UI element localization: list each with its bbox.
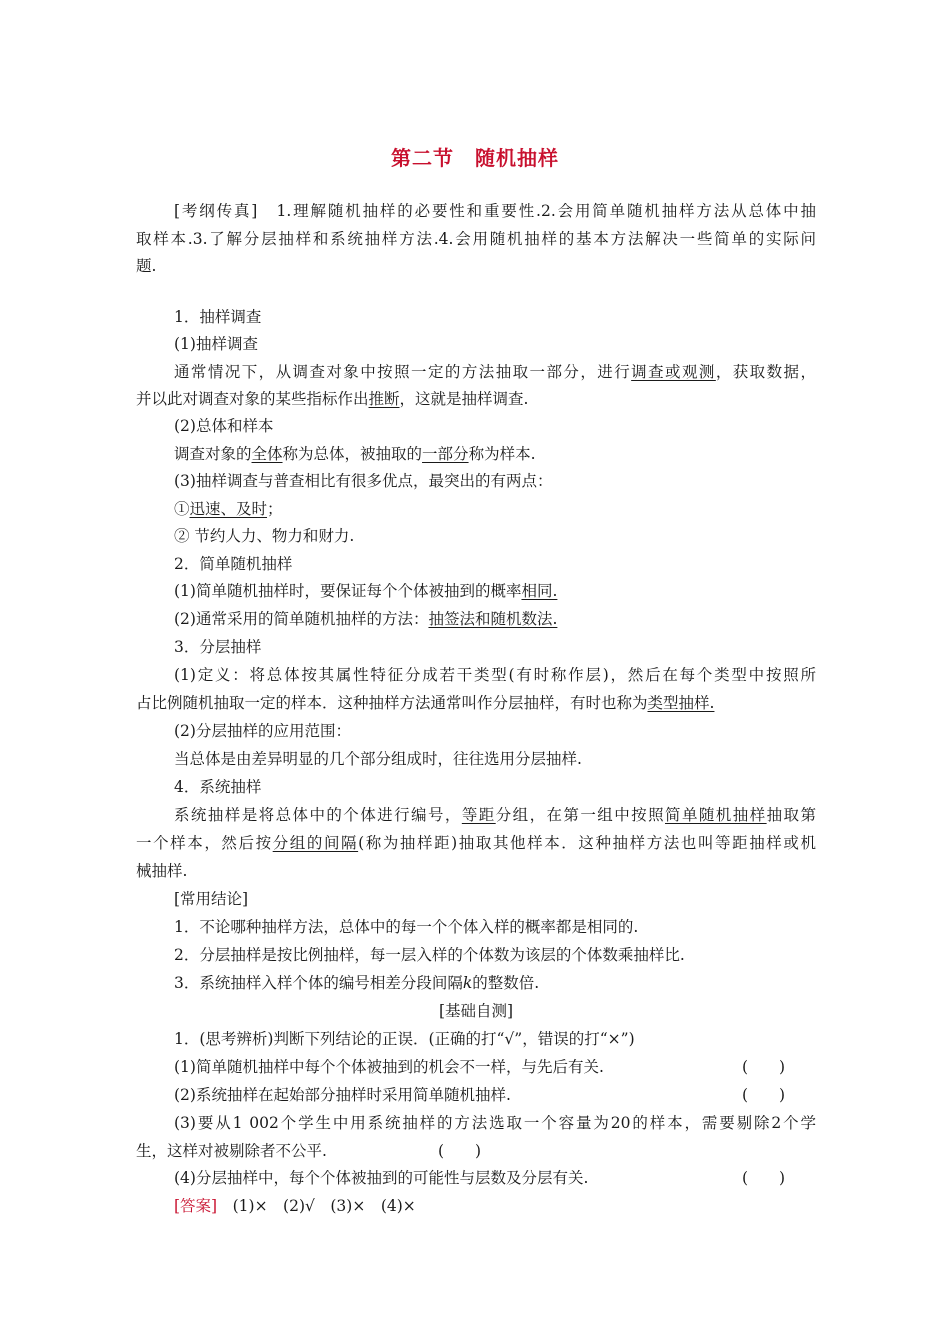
underlined-term: 一部分 [422, 445, 469, 463]
answer-blank: ( ) [438, 1142, 482, 1160]
answer-blank: ( ) [742, 1169, 786, 1187]
answer-blank: ( ) [742, 1058, 786, 1076]
underlined-term: 分组的间隔 [272, 834, 359, 852]
paragraph-line: 调查对象的全体称为总体，被抽取的一部分称为样本. [174, 445, 536, 463]
paragraph-line: 占比例随机抽取一定的样本．这种抽样方法通常叫作分层抽样，有时也称为类型抽样. [136, 694, 715, 712]
section-heading: 3．分层抽样 [174, 638, 262, 656]
underlined-term: 调查或观测 [631, 363, 716, 381]
paragraph-line: 并以此对调查对象的某些指标作出推断，这就是抽样调查. [136, 390, 529, 408]
answer-blank: ( ) [742, 1086, 786, 1104]
answer-line [174, 1196, 416, 1216]
question-item: (4)分层抽样中，每个个体被抽到的可能性与层数及分层有关. [174, 1169, 589, 1187]
underlined-term: 迅速、及时 [189, 500, 268, 518]
variable-k: k [462, 974, 473, 992]
conclusion-item: 2．分层抽样是按比例抽样，每一层入样的个体数为该层的个体数乘抽样比. [174, 946, 685, 964]
paragraph-line: 通常情况下，从调查对象中按照一定的方法抽取一部分，进行调查或观测，获取数据， [174, 363, 816, 381]
bullet-item: ①迅速、及时； [174, 500, 283, 518]
underlined-term: 相同. [521, 582, 558, 600]
subheading: (1)抽样调查 [174, 335, 258, 353]
underlined-term: 等距 [461, 806, 496, 824]
conclusion-item: 1．不论哪种抽样方法，总体中的每一个个体入样的概率都是相同的. [174, 918, 639, 936]
selftest-label: [基础自测] [438, 1002, 514, 1020]
paragraph-line: (1)定义：将总体按其属性特征分成若干类型(有时称作层)，然后在每个类型中按照所 [174, 666, 816, 684]
subheading: (2)分层抽样的应用范围： [174, 722, 351, 740]
conclusion-item: 3．系统抽样入样个体的编号相差分段间隔k的整数倍. [174, 974, 540, 992]
underlined-term: 简单随机抽样 [665, 806, 767, 824]
answer-values: (1)× (2)√ (3)× (4)× [217, 1197, 416, 1215]
section-heading: 1．抽样调查 [174, 308, 262, 326]
question: 1．(思考辨析)判断下列结论的正误．(正确的打“√”，错误的打“×”) [174, 1030, 635, 1048]
underlined-term: 类型抽样. [647, 694, 715, 712]
paragraph-line: 当总体是由差异明显的几个部分组成时，往往选用分层抽样. [174, 750, 582, 768]
subheading: (2)总体和样本 [174, 417, 274, 435]
question-item: (1)简单随机抽样中每个个体被抽到的机会不一样，与先后有关. [174, 1058, 604, 1076]
page-title: 第二节 随机抽样 [391, 146, 559, 170]
intro-line: 题. [136, 257, 157, 275]
question-item: (2)系统抽样在起始部分抽样时采用简单随机抽样. [174, 1086, 511, 1104]
paragraph-line: (2)通常采用的简单随机抽样的方法：抽签法和随机数法. [174, 610, 558, 628]
intro-label: [考纲传真] [174, 202, 258, 220]
paragraph-line: (1)简单随机抽样时，要保证每个个体被抽到的概率相同. [174, 582, 558, 600]
question-item: 生，这样对被剔除者不公平. [136, 1142, 327, 1160]
paragraph-line: 械抽样. [136, 862, 188, 880]
answer-label: [答案] [174, 1197, 218, 1215]
intro-line: 取样本.3.了解分层抽样和系统抽样方法.4.会用随机抽样的基本方法解决一些简单的实际问 [136, 230, 816, 248]
intro-line: [考纲传真] 1.理解随机抽样的必要性和重要性.2.会用简单随机抽样方法从总体中抽 [174, 202, 816, 220]
subheading: (3)抽样调查与普查相比有很多优点，最突出的有两点： [174, 472, 553, 490]
section-heading: 4．系统抽样 [174, 778, 262, 796]
conclusions-label: [常用结论] [174, 890, 249, 908]
paragraph-line: 一个样本，然后按分组的间隔(称为抽样距)抽取其他样本．这种抽样方法也叫等距抽样或机 [136, 834, 816, 852]
paragraph-line: 系统抽样是将总体中的个体进行编号，等距分组，在第一组中按照简单随机抽样抽取第 [174, 806, 816, 824]
underlined-term: 全体 [251, 445, 283, 463]
question-item: (3)要从1 002个学生中用系统抽样的方法选取一个容量为20的样本，需要剔除2个学 [174, 1114, 816, 1132]
section-heading: 2．简单随机抽样 [174, 555, 293, 573]
underlined-term: 推断 [368, 390, 400, 408]
bullet-item: ② 节约人力、物力和财力. [174, 527, 355, 545]
underlined-term: 抽签法和随机数法. [428, 610, 558, 628]
